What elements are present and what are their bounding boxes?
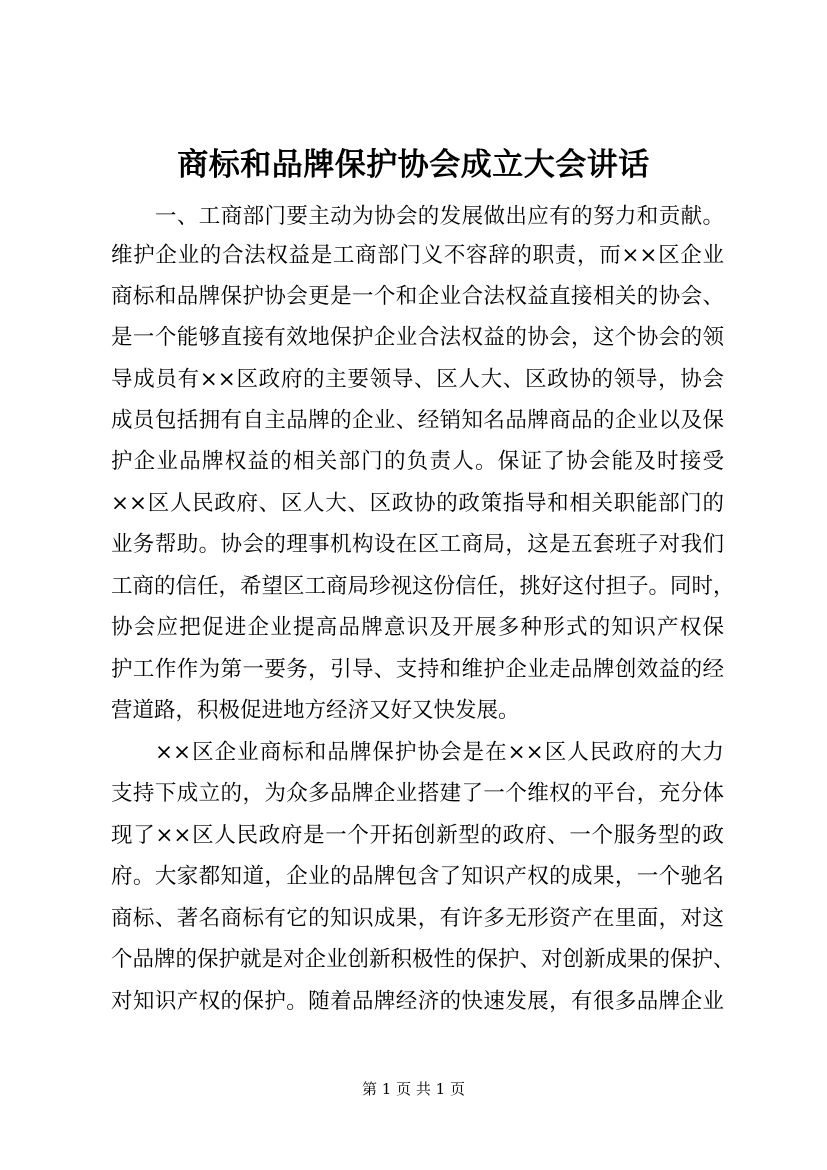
text-line: 工商的信任，希望区工商局珍视这份信任，挑好这付担子。同时， bbox=[111, 574, 735, 599]
text-line: 维护企业的合法权益是工商部门义不容辞的职责，而××区企业 bbox=[111, 243, 724, 268]
text-line: 一、工商部门要主动为协会的发展做出应有的努力和贡献。 bbox=[155, 204, 724, 229]
text-line: 府。大家都知道，企业的品牌包含了知识产权的成果，一个驰名 bbox=[111, 864, 724, 889]
text-line: ××区企业商标和品牌保护协会是在××区人民政府的大力 bbox=[155, 740, 724, 765]
text-line: 现了××区人民政府是一个开拓创新型的政府、一个服务型的政 bbox=[111, 823, 724, 848]
text-line: 护工作作为第一要务，引导、支持和维护企业走品牌创效益的经 bbox=[111, 657, 724, 682]
text-line: 个品牌的保护就是对企业创新积极性的保护、对创新成果的保护、 bbox=[111, 947, 735, 972]
page-footer: 第 1 页 共 1 页 bbox=[362, 1080, 465, 1098]
text-line: 商标和品牌保护协会更是一个和企业合法权益直接相关的协会、 bbox=[111, 284, 724, 309]
text-line: 商标、著名商标有它的知识成果，有许多无形资产在里面，对这 bbox=[111, 906, 724, 931]
text-line: 营道路，积极促进地方经济又好又快发展。 bbox=[111, 698, 520, 723]
text-line: 对知识产权的保护。随着品牌经济的快速发展，有很多品牌企业 bbox=[111, 989, 724, 1014]
text-line: 支持下成立的，为众多品牌企业搭建了一个维权的平台，充分体 bbox=[111, 781, 724, 806]
text-line: 业务帮助。协会的理事机构设在区工商局，这是五套班子对我们 bbox=[111, 532, 724, 557]
text-line: 导成员有××区政府的主要领导、区人大、区政协的领导，协会 bbox=[111, 367, 724, 392]
text-line: 是一个能够直接有效地保护企业合法权益的协会，这个协会的领 bbox=[111, 325, 724, 350]
text-line: 成员包括拥有自主品牌的企业、经销知名品牌商品的企业以及保 bbox=[111, 408, 724, 433]
text-line: 护企业品牌权益的相关部门的负责人。保证了协会能及时接受 bbox=[111, 449, 724, 474]
document-title: 商标和品牌保护协会成立大会讲话 bbox=[177, 147, 650, 183]
text-line: 协会应把促进企业提高品牌意识及开展多种形式的知识产权保 bbox=[111, 615, 724, 640]
text-line: ××区人民政府、区人大、区政协的政策指导和相关职能部门的 bbox=[111, 491, 724, 516]
